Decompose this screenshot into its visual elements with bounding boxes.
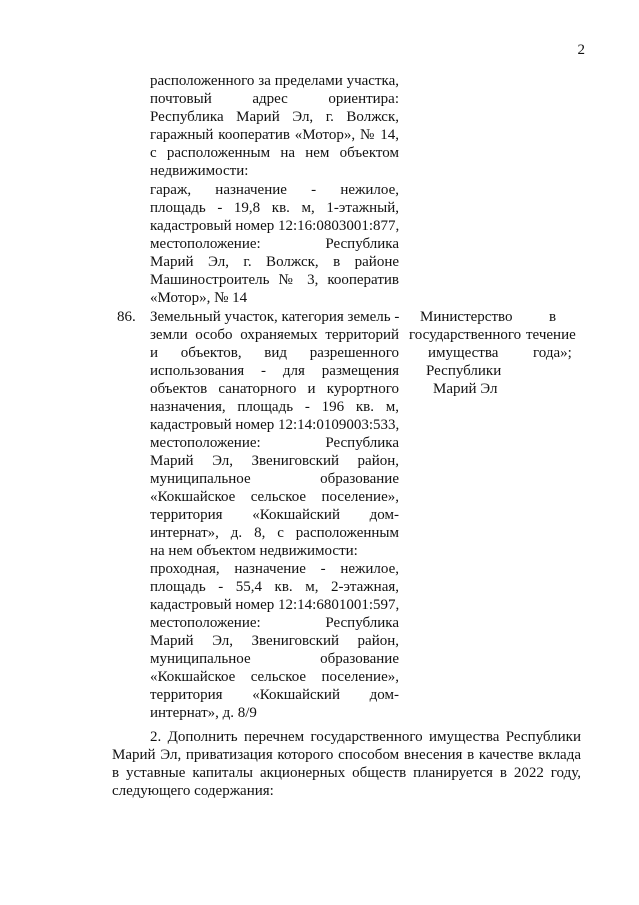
text-line: с расположенным на нем объектом xyxy=(150,145,399,161)
text-line: следующего содержания: xyxy=(112,783,274,799)
text-line: использования - для размещения xyxy=(150,363,399,379)
text-line: интернат», д. 8/9 xyxy=(150,705,257,721)
text-line: Марий Эл, Звениговский район, xyxy=(150,453,399,469)
text-line: Марий Эл, г. Волжск, в районе xyxy=(150,254,399,270)
ministry-line: Марий Эл xyxy=(433,381,498,397)
term-line: года»; xyxy=(533,345,572,361)
row-86-land-description xyxy=(150,308,399,560)
text-line: и объектов, вид разрешенного xyxy=(150,345,399,361)
text-line: местоположение: Республика xyxy=(150,236,399,252)
text-line: объектов санаторного и курортного xyxy=(150,381,399,397)
text-line: гаражный кооператив «Мотор», № 14, xyxy=(150,127,399,143)
text-line: территория «Кокшайский дом- xyxy=(150,687,399,703)
item-2-paragraph xyxy=(112,728,581,800)
text-line: местоположение: Республика xyxy=(150,435,399,451)
ministry-line: имущества xyxy=(428,345,499,361)
text-line: в уставные капиталы акционерных обществ планируется в 2022 году, xyxy=(112,765,581,781)
text-line: проходная, назначение - нежилое, xyxy=(150,561,399,577)
text-line: Земельный участок, категория земель - xyxy=(150,309,400,325)
page-number: 2 xyxy=(577,42,585,58)
text-line: недвижимости: xyxy=(150,163,249,179)
text-line: площадь - 19,8 кв. м, 1-этажный, xyxy=(150,200,399,216)
text-line: территория «Кокшайский дом- xyxy=(150,507,399,523)
text-line: Республика Марий Эл, г. Волжск, xyxy=(150,109,399,125)
text-line: интернат», д. 8, с расположенным xyxy=(150,525,399,541)
ministry-line: Министерство xyxy=(420,309,513,325)
previous-row-garage-description xyxy=(150,181,399,307)
text-line: расположенного за пределами участка, xyxy=(150,73,399,89)
text-line: муниципальное образование xyxy=(150,471,399,487)
text-line: 2. Дополнить перечнем государственного имущества Республики xyxy=(150,729,581,745)
text-line: кадастровый номер 12:14:6801001:597, xyxy=(150,597,400,613)
text-line: назначения, площадь - 196 кв. м, xyxy=(150,399,399,415)
text-line: земли особо охраняемых территорий xyxy=(150,327,399,343)
text-line: почтовый адрес ориентира: xyxy=(150,91,399,107)
text-line: Машиностроитель № 3, кооператив xyxy=(150,272,399,288)
row-number: 86. xyxy=(117,309,136,325)
text-line: гараж, назначение - нежилое, xyxy=(150,182,399,198)
text-line: на нем объектом недвижимости: xyxy=(150,543,358,559)
text-line: Марий Эл, приватизация которого способом внесения в качестве вклада xyxy=(112,747,581,763)
text-line: муниципальное образование xyxy=(150,651,399,667)
text-line: местоположение: Республика xyxy=(150,615,399,631)
text-line: «Мотор», № 14 xyxy=(150,290,248,306)
text-line: кадастровый номер 12:14:0109003:533, xyxy=(150,417,400,433)
term-line: в xyxy=(549,309,557,325)
row-86-building-description xyxy=(150,560,399,722)
text-line: площадь - 55,4 кв. м, 2-этажная, xyxy=(150,579,399,595)
ministry-line: Республики xyxy=(426,363,502,379)
text-line: кадастровый номер 12:16:0803001:877, xyxy=(150,218,400,234)
text-line: «Кокшайское сельское поселение», xyxy=(150,489,399,505)
text-line: «Кокшайское сельское поселение», xyxy=(150,669,399,685)
previous-row-land-description xyxy=(150,72,399,180)
ministry-line: государственного xyxy=(409,327,522,343)
term-line: течение xyxy=(526,327,576,343)
text-line: Марий Эл, Звениговский район, xyxy=(150,633,399,649)
